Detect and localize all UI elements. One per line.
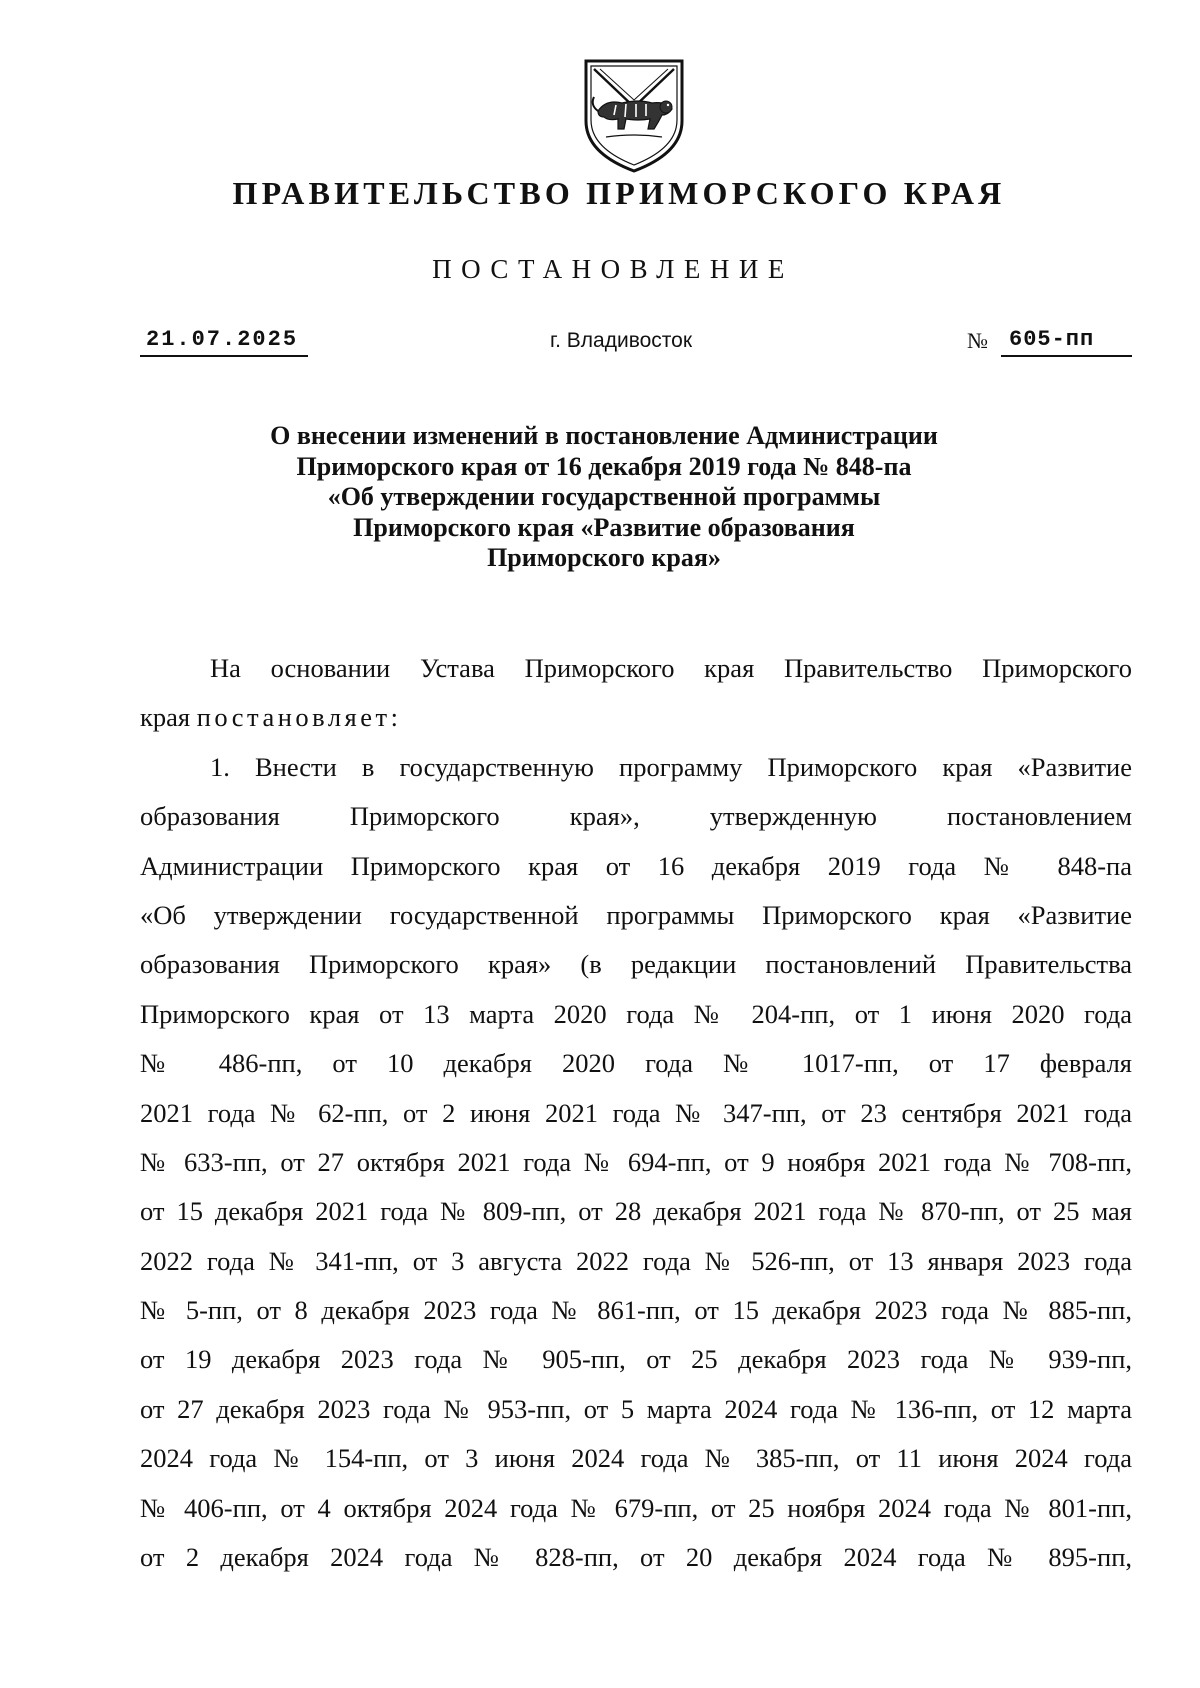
preamble-line: На основании Устава Приморского края Правительство Приморского (210, 653, 1132, 683)
item1-line: Администрации Приморского края от 16 декабря 2019 года № 848-па (140, 850, 1132, 881)
item1-line: от 2 декабря 2024 года № 828-пп, от 20 декабря 2024 года № 895-пп, (140, 1542, 1132, 1573)
coat-of-arms-emblem (582, 57, 686, 175)
item1-line: 1. Внести в государственную программу Приморского края «Развитие (210, 751, 1132, 782)
subject-line: Приморского края» (487, 543, 721, 573)
document-type: ПОСТАНОВЛЕНИЕ (432, 254, 794, 284)
item1-line: 2024 года № 154-пп, от 3 июня 2024 года № 385-пп, от 11 июня 2024 года (140, 1443, 1132, 1474)
subject-line: «Об утверждении государственной программы (327, 482, 881, 512)
preamble-text: края (140, 702, 197, 733)
document-city: г. Владивосток (550, 329, 693, 352)
item1-line: № 406-пп, от 4 октября 2024 года № 679-пп, от 25 ноября 2024 года № 801-пп, (140, 1492, 1132, 1523)
document-date: 21.07.2025 (140, 325, 308, 357)
subject-line: Приморского края от 16 декабря 2019 года № 848-па (296, 451, 912, 481)
subject-line: Приморского края «Развитие образования (353, 512, 855, 542)
item1-line: № 5-пп, от 8 декабря 2023 года № 861-пп, от 15 декабря 2023 года № 885-пп, (140, 1295, 1132, 1326)
resolves-word: постановляет: (196, 702, 402, 733)
preamble-line (140, 693, 1132, 742)
coat-of-arms-icon (582, 57, 686, 175)
item1-line: «Об утверждении государственной программы Приморского края «Развитие (140, 899, 1132, 930)
document-number: 605-пп (1001, 325, 1132, 357)
item1-line: 2022 года № 341-пп, от 3 августа 2022 года № 526-пп, от 13 января 2023 года (140, 1245, 1132, 1276)
item1-line: от 15 декабря 2021 года № 809-пп, от 28 декабря 2021 года № 870-пп, от 25 мая (140, 1196, 1132, 1227)
item1-line: № 633-пп, от 27 октября 2021 года № 694-пп, от 9 ноября 2021 года № 708-пп, (140, 1146, 1132, 1177)
government-title: ПРАВИТЕЛЬСТВО ПРИМОРСКОГО КРАЯ (232, 175, 1006, 211)
document-body (140, 644, 1132, 1582)
document-number-block (967, 325, 1132, 357)
item1-line: образования Приморского края», утвержденную постановлением (140, 801, 1132, 832)
item1-line: 2021 года № 62-пп, от 2 июня 2021 года № 347-пп, от 23 сентября 2021 года (140, 1097, 1132, 1128)
item1-line: Приморского края от 13 марта 2020 года № 204-пп, от 1 июня 2020 года (140, 998, 1132, 1029)
item1-line: образования Приморского края» (в редакции постановлений Правительства (140, 949, 1132, 980)
item1-line: № 486-пп, от 10 декабря 2020 года № 1017-пп, от 17 февраля (140, 1048, 1132, 1079)
item1-line: от 19 декабря 2023 года № 905-пп, от 25 декабря 2023 года № 939-пп, (140, 1344, 1132, 1375)
document-subject (0, 421, 1200, 574)
number-sign: № (967, 328, 988, 353)
subject-line: О внесении изменений в постановление Администрации (270, 421, 938, 450)
document-meta (140, 325, 1132, 365)
item1-line: от 27 декабря 2023 года № 953-пп, от 5 марта 2024 года № 136-пп, от 12 марта (140, 1393, 1132, 1424)
